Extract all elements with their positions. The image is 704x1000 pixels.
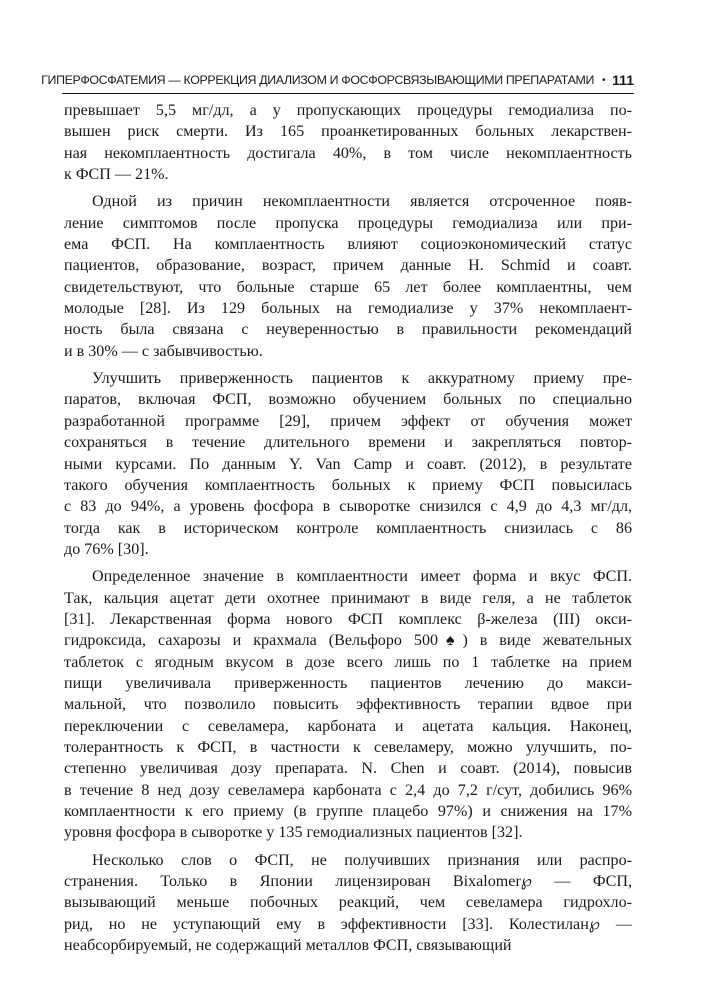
- text-line: толерантность к ФСП, в частности к севеламеру, можно улучшить, по-: [64, 738, 632, 756]
- text-line: таблеток с ягодным вкусом в дозе всего лишь по 1 таблетке на прием: [64, 653, 632, 671]
- text-line: ными курсами. По данным Y. Van Camp и соавт. (2012), в результате: [64, 455, 632, 473]
- text-line: Одной из причин некомплаентности является отсроченное появ-: [92, 193, 632, 211]
- text-line: Определенное значение в комплаентности имеет форма и вкус ФСП.: [92, 568, 632, 586]
- text-line: тогда как в историческом контроле комплаентность снизилась с 86: [64, 519, 632, 537]
- text-line: ность была связана с неуверенностью в правильности рекомендаций: [64, 321, 632, 339]
- text-line: молодые [28]. Из 129 больных на гемодиализе у 37% некомплаент-: [64, 300, 632, 318]
- running-header: [41, 72, 634, 94]
- text-line: уровня фосфора в сыворотке у 135 гемодиализных пациентов [32].: [64, 824, 523, 842]
- text-line: пациентов, образование, возраст, причем данные H. Schmid и соавт.: [64, 257, 632, 275]
- text-line: к ФСП — 21%.: [64, 166, 169, 184]
- text-line: до 76% [30].: [64, 540, 149, 558]
- text-line: комплаентности к его приему (в группе плацебо 97%) и снижения на 17%: [64, 803, 632, 820]
- text-line: мальной, что позволило повысить эффективность терапии вдвое при: [64, 696, 632, 714]
- text-line: ема ФСП. На комплаентность влияют социоэкономический статус: [64, 236, 632, 254]
- paragraph: [64, 566, 632, 843]
- text-line: разработанной программе [29], причем эффект от обучения может: [64, 412, 632, 430]
- text-line: пищи увеличивала приверженность пациентов лечению до макси-: [64, 674, 632, 692]
- paragraph: [64, 850, 632, 957]
- paragraph: [64, 368, 632, 560]
- text-line: Улучшить приверженность пациентов к аккуратному приему пре-: [92, 370, 632, 388]
- text-line: сохраняться в течение длительного времени и закрепляться повтор-: [64, 434, 632, 452]
- text-line: [31]. Лекарственная форма нового ФСП комплекс β-железа (III) окси-: [64, 610, 632, 628]
- text-line: ная некомплаентность достигала 40%, в том числе некомплаентность: [64, 144, 632, 162]
- text-line: рид, но не уступающий ему в эффективности [33]. Колестилан℘ —: [64, 915, 632, 933]
- paragraph: [64, 100, 632, 185]
- paragraph: [64, 191, 632, 362]
- text-line: паратов, включая ФСП, возможно обучением больных по специально: [64, 391, 632, 409]
- text-line: Несколько слов о ФСП, не получивших признания или распро-: [92, 851, 632, 869]
- page-number: 111: [612, 72, 634, 88]
- text-line: вызывающий меньше побочных реакций, чем севеламера гидрохло-: [64, 894, 632, 912]
- header-bullet: •: [602, 74, 606, 86]
- text-line: с 83 до 94%, а уровень фосфора в сыворотке снизился с 4,9 до 4,3 мг/дл,: [64, 498, 632, 516]
- text-line: странения. Только в Японии лицензирован Bixalomer℘ — ФСП,: [64, 873, 632, 891]
- text-line: превышает 5,5 мг/дл, а у пропускающих процедуры гемодиализа по-: [64, 102, 632, 119]
- text-line: такого обучения комплаентность больных к приему ФСП повысилась: [64, 476, 632, 494]
- text-line: ление симптомов после пропуска процедуры гемодиализа или при-: [64, 214, 632, 232]
- chapter-title: ГИПЕРФОСФАТЕМИЯ — КОРРЕКЦИЯ ДИАЛИЗОМ И ФОСФОРСВЯЗЫВАЮЩИМИ ПРЕПАРАТАМИ: [41, 73, 595, 87]
- body-text: [64, 100, 632, 962]
- text-line: неабсорбируемый, не содержащий металлов ФСП, связывающий: [64, 937, 512, 955]
- text-line: переключении с севеламера, карбоната и ацетата кальция. Наконец,: [64, 717, 632, 735]
- text-line: вышен риск смерти. Из 165 проанкетированных больных лекарствен-: [64, 123, 632, 141]
- text-line: гидроксида, сахарозы и крахмала (Вельфоро 500♠) в виде жевательных: [64, 632, 632, 650]
- text-line: свидетельствуют, что больные старше 65 лет более комплаентны, чем: [64, 278, 632, 296]
- text-line: Так, кальция ацетат дети охотнее принимают в виде геля, а не таблеток: [64, 589, 632, 607]
- text-line: в течение 8 нед дозу севеламера карбоната с 2,4 до 7,2 г/сут, добились 96%: [64, 781, 632, 799]
- text-line: и в 30% — с забывчивостью.: [64, 342, 263, 360]
- text-line: степенно увеличивая дозу препарата. N. Chen и соавт. (2014), повысив: [64, 760, 632, 778]
